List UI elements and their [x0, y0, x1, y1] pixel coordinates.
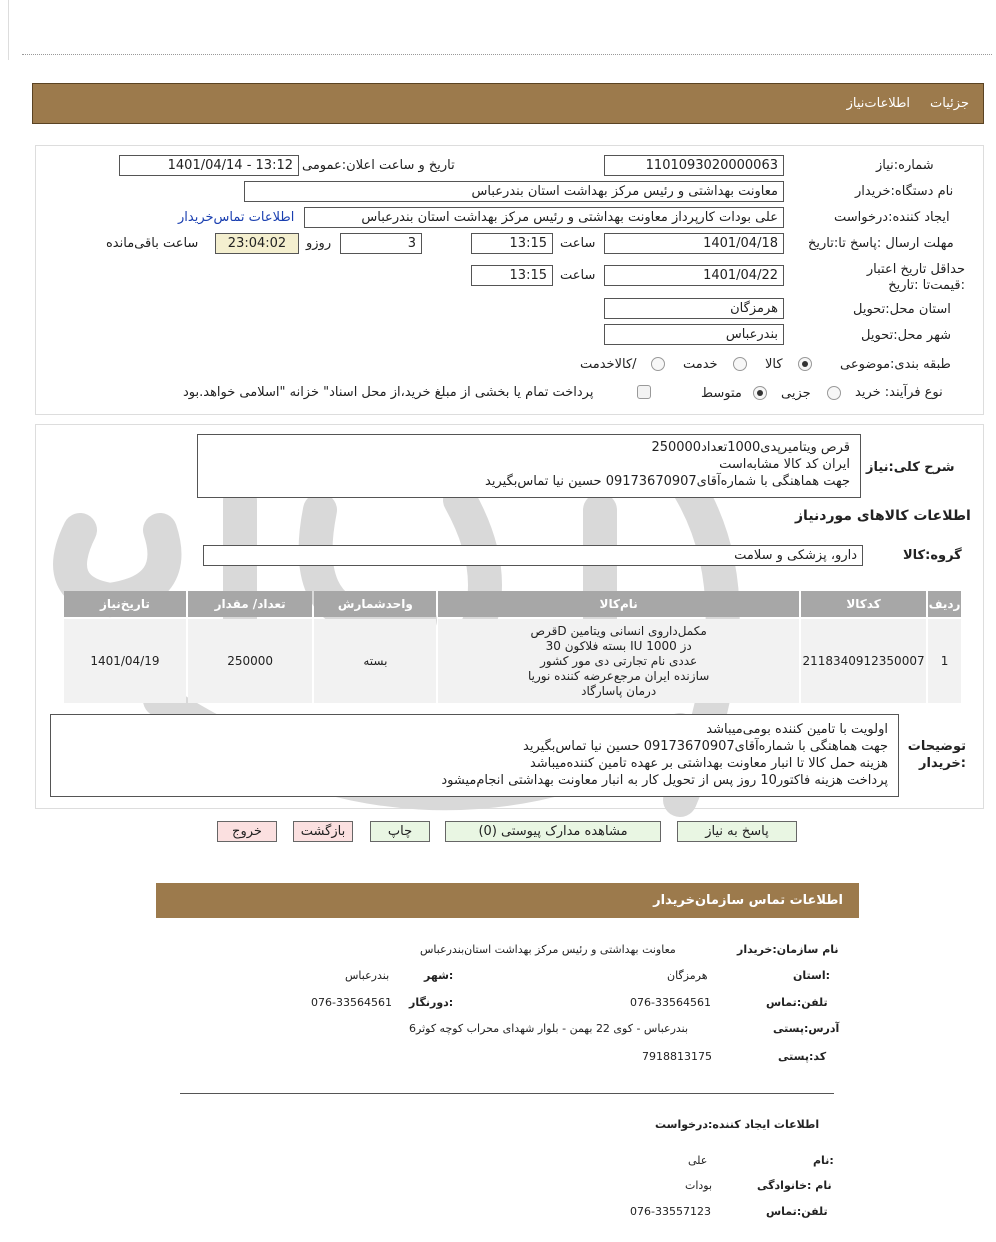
reply-time-label: ساعت: [560, 236, 596, 251]
contact-org-value: معاونت بهداشتی و رئیس مرکز بهداشت استان‌بندرعباس: [420, 943, 676, 956]
goods-table: [62, 589, 963, 705]
attachments-button[interactable]: مشاهده مدارک پیوستی (0): [445, 821, 661, 842]
treasury-payment-note: پرداخت تمام یا بخشی از مبلغ خرید،از محل اسناد" خزانه "اسلامی خواهد.بود: [183, 385, 594, 400]
category-both-radio[interactable]: [651, 357, 665, 371]
contact-phone-label: تلفن:تماس: [766, 996, 828, 1009]
summary-box: [197, 434, 861, 498]
need-number-label: شماره:نیاز: [876, 158, 934, 173]
contact-province-value: هرمزگان: [667, 969, 708, 982]
reply-button[interactable]: پاسخ به نیاز: [677, 821, 797, 842]
requester-section-title: اطلاعات ایجاد کننده:درخواست: [655, 1118, 820, 1131]
buyer-note-line: اولویت با تامین کننده بومی‌میباشد: [706, 722, 888, 737]
announce-label: تاریخ و ساعت اعلان:عمومی: [302, 158, 455, 173]
category-goods-label: کالا: [765, 357, 783, 372]
cell-row: 1: [928, 619, 961, 703]
cell-unit: بسته: [314, 619, 436, 703]
summary-line: ایران کد کالا مشابه‌است: [719, 457, 850, 472]
reply-time-field: 13:15: [471, 233, 553, 254]
goods-group-label: گروه:کالا: [903, 548, 962, 563]
contact-province-label: :استان: [793, 969, 830, 982]
exit-button[interactable]: خروج: [217, 821, 277, 842]
need-number-field: 1101093020000063: [604, 155, 784, 176]
creator-field: علی بودات کارپرداز معاونت بهداشتی و رئیس مرکز بهداشت استان بندرعباس: [304, 207, 784, 228]
process-minor-label: جزیی: [781, 386, 811, 401]
process-medium-label: متوسط: [701, 386, 742, 401]
validity-time-field: 13:15: [471, 265, 553, 286]
col-header-date: تاریخ‌نیاز: [64, 591, 186, 617]
category-goods-radio[interactable]: [798, 357, 812, 371]
cell-date: 1401/04/19: [64, 619, 186, 703]
buyer-note-line: هزینه حمل کالا تا انبار معاونت بهداشتی بر عهده تامین کننده‌میباشد: [529, 756, 888, 771]
tab-need-info[interactable]: اطلاعات‌نیاز: [846, 96, 911, 111]
contact-city-value: بندرعباس: [345, 969, 390, 982]
contact-section-header: [156, 883, 859, 918]
cell-name-line: دز IU 1000 بسته فلاکون 30: [545, 638, 692, 653]
col-header-qty: تعداد/ مقدار: [188, 591, 313, 617]
goods-section-title: اطلاعات کالاهای موردنیاز: [795, 508, 971, 524]
requester-phone-label: تلفن:تماس: [766, 1205, 828, 1218]
requester-family-value: بودات: [685, 1179, 713, 1192]
contact-postal-label: کد:پستی: [778, 1050, 827, 1063]
contact-fax-label: :دورنگار: [409, 996, 454, 1009]
page-left-border: [8, 0, 9, 60]
dotted-separator: [22, 54, 992, 55]
process-label: نوع فرآیند: خرید: [855, 385, 943, 400]
buyer-org-field: معاونت بهداشتی و رئیس مرکز بهداشت استان بندرعباس: [244, 181, 784, 202]
reply-date-field: 1401/04/18: [604, 233, 784, 254]
requester-family-label: نام :خانوادگی: [757, 1179, 832, 1192]
remaining-time-field: 23:04:02: [215, 233, 299, 254]
contact-postal-value: 7918813175: [642, 1050, 712, 1063]
buyer-note-line: پرداخت هزینه فاکتور10 روز پس از تحویل کار به انبار معاونت بهداشتی انجام‌میشود: [441, 773, 888, 788]
cell-name: [438, 619, 799, 703]
remaining-time-label: ساعت باقی‌مانده: [106, 236, 199, 251]
summary-line: جهت هماهنگی با شماره‌آقای09173670907 حسین نیا تماس‌بگیرید: [485, 474, 850, 489]
contact-city-label: :شهر: [424, 969, 454, 982]
contact-address-value: بندرعباس - کوی 22 بهمن - بلوار شهدای محراب کوچه کوثر6: [409, 1022, 689, 1035]
validity-label: حداقل تاریخ اعتبار :قیمت‌تا :تاریخ: [866, 262, 965, 293]
col-header-name: نام‌کالا: [438, 591, 799, 617]
cell-name-line: مکمل‌داروی انسانی ویتامین Dقرص: [530, 623, 707, 638]
reply-deadline-label: مهلت ارسال :پاسخ تا:تاریخ: [808, 236, 954, 251]
province-field: هرمزگان: [604, 298, 784, 319]
requester-name-value: علی: [688, 1154, 708, 1167]
announce-field: 1401/04/14 - 13:12: [119, 155, 299, 176]
city-label: شهر محل:تحویل: [861, 328, 951, 343]
contact-section-title: اطلاعات تماس سازمان‌خریدار: [653, 893, 843, 908]
category-service-label: خدمت: [683, 357, 718, 372]
province-label: استان محل:تحویل: [853, 302, 951, 317]
category-label: طبقه بندی:موضوعی: [840, 357, 951, 372]
validity-time-label: ساعت: [560, 268, 596, 283]
print-button[interactable]: چاپ: [370, 821, 430, 842]
process-medium-radio[interactable]: [753, 386, 767, 400]
goods-group-field: دارو، پزشکی و سلامت: [203, 545, 863, 566]
back-button[interactable]: بازگشت: [293, 821, 353, 842]
validity-date-field: 1401/04/22: [604, 265, 784, 286]
col-header-unit: واحدشمارش: [314, 591, 436, 617]
contact-address-label: آدرس:پستی: [773, 1022, 840, 1035]
cell-name-line: درمان پاسارگاد: [581, 683, 657, 698]
process-minor-radio[interactable]: [827, 386, 841, 400]
col-header-row: ردیف: [928, 591, 961, 617]
buyer-notes-label: توضیحات :خریدار: [907, 739, 966, 771]
treasury-payment-checkbox[interactable]: [637, 385, 651, 399]
cell-name-line: سازنده ایران مرجع‌عرضه کننده نوریا: [528, 668, 710, 683]
city-field: بندرعباس: [604, 324, 784, 345]
days-label: روزو: [306, 236, 332, 251]
summary-line: قرص ویتامیرپدی1000تعداد250000: [651, 440, 850, 455]
creator-label: ایجاد کننده:درخواست: [834, 210, 950, 225]
buyer-notes-box: [50, 714, 899, 797]
category-service-radio[interactable]: [733, 357, 747, 371]
buyer-note-line: جهت هماهنگی با شماره‌آقای09173670907 حسین نیا تماس‌بگیرید: [523, 739, 888, 754]
requester-name-label: :نام: [813, 1154, 834, 1167]
days-field: 3: [340, 233, 422, 254]
cell-qty: 250000: [188, 619, 313, 703]
contact-org-label: نام سازمان:خریدار: [737, 943, 839, 956]
table-row: [64, 619, 961, 703]
category-both-label: /کالاخدمت: [580, 357, 637, 372]
tab-details[interactable]: جزئیات: [930, 96, 969, 111]
buyer-contact-link[interactable]: اطلاعات تماس‌خریدار: [178, 210, 295, 225]
col-header-code: کدکالا: [801, 591, 926, 617]
contact-phone-value: 076-33564561: [630, 996, 711, 1009]
cell-name-line: عددی نام تجارتی دی مور کشور: [540, 653, 698, 668]
requester-phone-value: 076-33557123: [630, 1205, 711, 1218]
summary-label: شرح کلی:نیاز: [866, 460, 955, 475]
contact-fax-value: 076-33564561: [311, 996, 392, 1009]
tab-bar: [32, 83, 984, 124]
cell-code: 2118340912350007: [801, 619, 926, 703]
section-divider: [180, 1093, 834, 1094]
buyer-org-label: نام دستگاه:خریدار: [855, 184, 954, 199]
